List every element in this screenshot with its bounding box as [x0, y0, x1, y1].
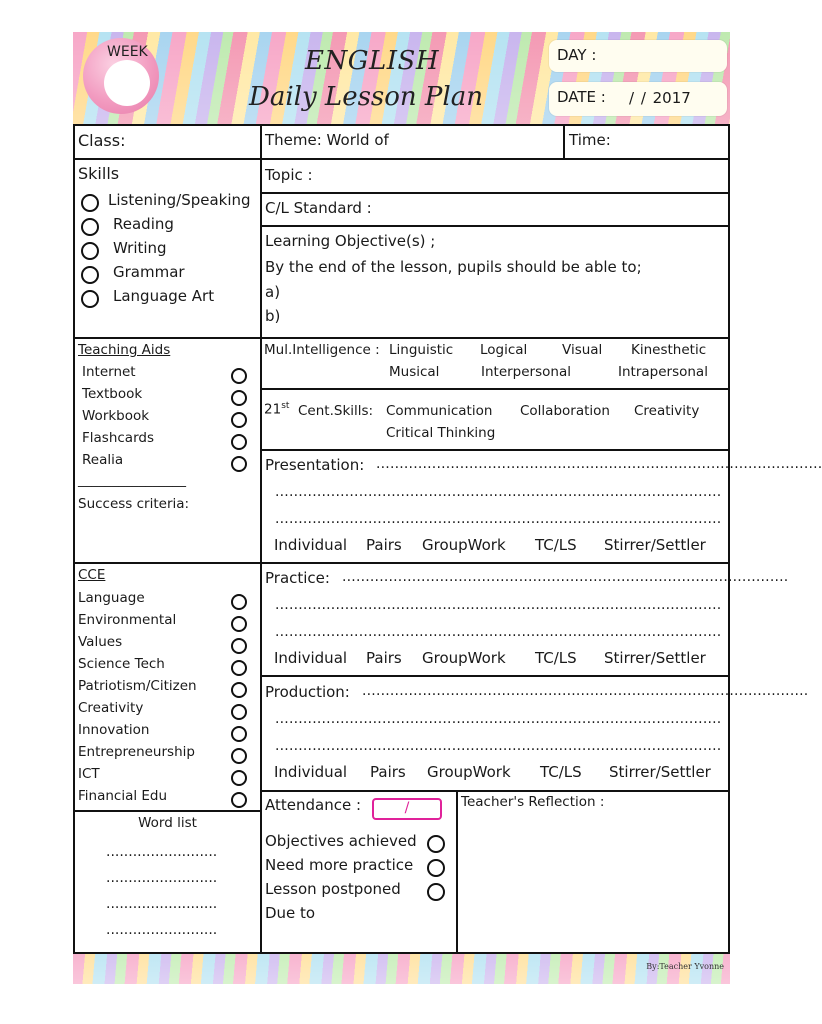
outcome-checkbox-postponed[interactable] — [427, 883, 445, 901]
practice-individual[interactable]: Individual — [274, 649, 348, 667]
attendance-input[interactable] — [372, 798, 442, 820]
mi-musical[interactable]: Musical — [389, 364, 440, 380]
aid-other-line[interactable]: ________________ — [78, 472, 186, 488]
week-field[interactable] — [104, 60, 150, 106]
word-list-line-3[interactable]: ......................... — [106, 896, 218, 912]
theme-cell[interactable] — [260, 124, 565, 160]
cce-checkbox-science-tech[interactable] — [231, 660, 247, 676]
word-list-line-1[interactable]: ......................... — [106, 844, 218, 860]
word-list-title: Word list — [138, 815, 197, 831]
production-tc-ls[interactable]: TC/LS — [540, 763, 582, 781]
skills-cell — [73, 158, 262, 339]
aid-workbook: Workbook — [82, 408, 150, 424]
cs-critical-thinking[interactable]: Critical Thinking — [386, 425, 496, 441]
presentation-line-3: ................................................................................................ — [275, 511, 722, 527]
presentation-tc-ls[interactable]: TC/LS — [535, 536, 577, 554]
presentation-cell[interactable] — [260, 449, 822, 564]
mi-intrapersonal[interactable]: Intrapersonal — [618, 364, 708, 380]
production-label: Production: — [265, 683, 350, 701]
teaching-aids-cell — [73, 337, 262, 564]
cce-checkbox-innovation[interactable] — [231, 726, 247, 742]
production-line-2: ................................................................................................ — [275, 711, 722, 727]
aid-checkbox-textbook[interactable] — [231, 390, 247, 406]
skill-checkbox-language-art[interactable] — [81, 290, 99, 308]
day-label: DAY : — [557, 46, 597, 64]
aid-checkbox-flashcards[interactable] — [231, 434, 247, 450]
outcome-checkbox-achieved[interactable] — [427, 835, 445, 853]
date-value: / / 2017 — [629, 89, 691, 107]
skill-checkbox-writing[interactable] — [81, 242, 99, 260]
production-line-3: ................................................................................................ — [275, 738, 722, 754]
aid-realia: Realia — [82, 452, 124, 468]
date-field[interactable] — [549, 82, 727, 116]
objectives-intro: By the end of the lesson, pupils should be able to; — [265, 258, 642, 276]
topic-label: Topic : — [265, 166, 313, 184]
skill-listening-speaking: Listening/Speaking — [108, 191, 251, 209]
presentation-line-1: ................................................................................................ — [376, 456, 822, 472]
presentation-stirrer-settler[interactable]: Stirrer/Settler — [604, 536, 706, 554]
cce-environmental: Environmental — [78, 612, 177, 628]
outcome-checkbox-practice[interactable] — [427, 859, 445, 877]
date-label: DATE : — [557, 88, 606, 106]
author-credit: By:Teacher Yvonne — [646, 962, 724, 971]
cs-sup: st — [281, 401, 290, 411]
production-pairs[interactable]: Pairs — [370, 763, 406, 781]
cce-title: CCE — [78, 567, 106, 583]
teacher-reflection-cell[interactable] — [456, 790, 730, 954]
mi-kinesthetic[interactable]: Kinesthetic — [631, 342, 707, 358]
aid-checkbox-internet[interactable] — [231, 368, 247, 384]
title-english: ENGLISH — [305, 46, 440, 76]
teacher-reflection-label: Teacher's Reflection : — [461, 794, 605, 810]
skill-language-art: Language Art — [113, 287, 215, 305]
presentation-label: Presentation: — [265, 456, 365, 474]
aid-flashcards: Flashcards — [82, 430, 154, 446]
footer-banner — [73, 954, 730, 984]
skill-writing: Writing — [113, 239, 167, 257]
practice-pairs[interactable]: Pairs — [366, 649, 402, 667]
class-label: Class: — [78, 131, 126, 150]
cce-language: Language — [78, 590, 145, 606]
practice-stirrer-settler[interactable]: Stirrer/Settler — [604, 649, 706, 667]
cce-patriotism: Patriotism/Citizen — [78, 678, 197, 694]
aid-internet: Internet — [82, 364, 136, 380]
cce-checkbox-financial-edu[interactable] — [231, 792, 247, 808]
cs-label: Cent.Skills: — [298, 403, 374, 419]
practice-groupwork[interactable]: GroupWork — [422, 649, 506, 667]
aid-textbook: Textbook — [82, 386, 143, 402]
time-label: Time: — [569, 131, 611, 149]
outcome-lesson-postponed: Lesson postponed — [265, 880, 401, 898]
aid-checkbox-realia[interactable] — [231, 456, 247, 472]
objectives-cell[interactable] — [260, 225, 730, 339]
success-criteria-label: Success criteria: — [78, 496, 190, 512]
attendance-cell — [260, 790, 458, 954]
cce-ict: ICT — [78, 766, 100, 782]
title-daily-lesson-plan: Daily Lesson Plan — [249, 82, 483, 112]
outcome-objectives-achieved: Objectives achieved — [265, 832, 417, 850]
word-list-line-2[interactable]: ......................... — [106, 870, 218, 886]
mi-visual[interactable]: Visual — [562, 342, 603, 358]
class-cell[interactable] — [73, 124, 262, 160]
skill-checkbox-grammar[interactable] — [81, 266, 99, 284]
practice-cell[interactable] — [260, 562, 789, 677]
day-field[interactable] — [549, 40, 727, 72]
production-stirrer-settler[interactable]: Stirrer/Settler — [609, 763, 711, 781]
header-banner — [73, 32, 730, 124]
cce-innovation: Innovation — [78, 722, 150, 738]
cce-science-tech: Science Tech — [78, 656, 165, 672]
teaching-aids-title: Teaching Aids — [78, 342, 171, 358]
century-skills-cell — [260, 388, 730, 451]
mi-logical[interactable]: Logical — [480, 342, 528, 358]
week-label: WEEK — [107, 44, 148, 60]
mi-label: Mul.Intelligence : — [264, 342, 380, 358]
cce-values: Values — [78, 634, 123, 650]
presentation-groupwork[interactable]: GroupWork — [422, 536, 506, 554]
skill-reading: Reading — [113, 215, 174, 233]
topic-cell[interactable] — [260, 158, 730, 194]
production-individual[interactable]: Individual — [274, 763, 348, 781]
practice-label: Practice: — [265, 569, 330, 587]
production-line-1: ................................................................................................ — [362, 683, 809, 699]
cs-communication[interactable]: Communication — [386, 403, 493, 419]
cce-checkbox-patriotism[interactable] — [231, 682, 247, 698]
presentation-pairs[interactable]: Pairs — [366, 536, 402, 554]
cs-prefix — [264, 401, 289, 418]
practice-line-2: ................................................................................................ — [275, 597, 722, 613]
skill-checkbox-reading[interactable] — [81, 218, 99, 236]
skill-checkbox-listening[interactable] — [81, 194, 99, 212]
cce-checkbox-values[interactable] — [231, 638, 247, 654]
presentation-individual[interactable]: Individual — [274, 536, 348, 554]
presentation-line-2: ................................................................................................ — [275, 484, 722, 500]
mi-linguistic[interactable]: Linguistic — [389, 342, 454, 358]
cs-creativity[interactable]: Creativity — [634, 403, 700, 419]
lesson-plan-sheet — [73, 32, 822, 984]
cs-collaboration[interactable]: Collaboration — [520, 403, 610, 419]
cce-checkbox-environmental[interactable] — [231, 616, 247, 632]
cce-creativity: Creativity — [78, 700, 144, 716]
skill-grammar: Grammar — [113, 263, 185, 281]
cce-cell — [73, 562, 262, 812]
multiple-intelligence-cell — [260, 337, 730, 390]
theme-label: Theme: World of — [265, 131, 389, 149]
word-list-cell[interactable] — [73, 810, 262, 954]
due-to-label: Due to — [265, 904, 316, 922]
practice-tc-ls[interactable]: TC/LS — [535, 649, 577, 667]
cl-standard-label: C/L Standard : — [265, 199, 372, 217]
production-groupwork[interactable]: GroupWork — [427, 763, 511, 781]
skills-title: Skills — [78, 164, 120, 183]
cce-checkbox-ict[interactable] — [231, 770, 247, 786]
practice-line-1: ................................................................................................ — [342, 569, 789, 585]
attendance-label: Attendance : — [265, 796, 362, 814]
objective-b: b) — [265, 307, 281, 325]
objective-a: a) — [265, 283, 281, 301]
word-list-line-4[interactable]: ......................... — [106, 922, 218, 938]
practice-line-3: ................................................................................................ — [275, 624, 722, 640]
attendance-value: / — [404, 800, 410, 816]
cce-entrepreneurship: Entrepreneurship — [78, 744, 195, 760]
cce-checkbox-language[interactable] — [231, 594, 247, 610]
cl-standard-cell[interactable] — [260, 192, 730, 227]
outcome-need-more-practice: Need more practice — [265, 856, 414, 874]
aid-checkbox-workbook[interactable] — [231, 412, 247, 428]
objectives-label: Learning Objective(s) ; — [265, 232, 436, 250]
time-cell[interactable] — [563, 124, 730, 160]
cs-number: 21 — [264, 401, 282, 418]
production-cell[interactable] — [260, 675, 809, 792]
mi-interpersonal[interactable]: Interpersonal — [481, 364, 571, 380]
cce-financial-edu: Financial Edu — [78, 788, 168, 804]
cce-checkbox-entrepreneurship[interactable] — [231, 748, 247, 764]
cce-checkbox-creativity[interactable] — [231, 704, 247, 720]
